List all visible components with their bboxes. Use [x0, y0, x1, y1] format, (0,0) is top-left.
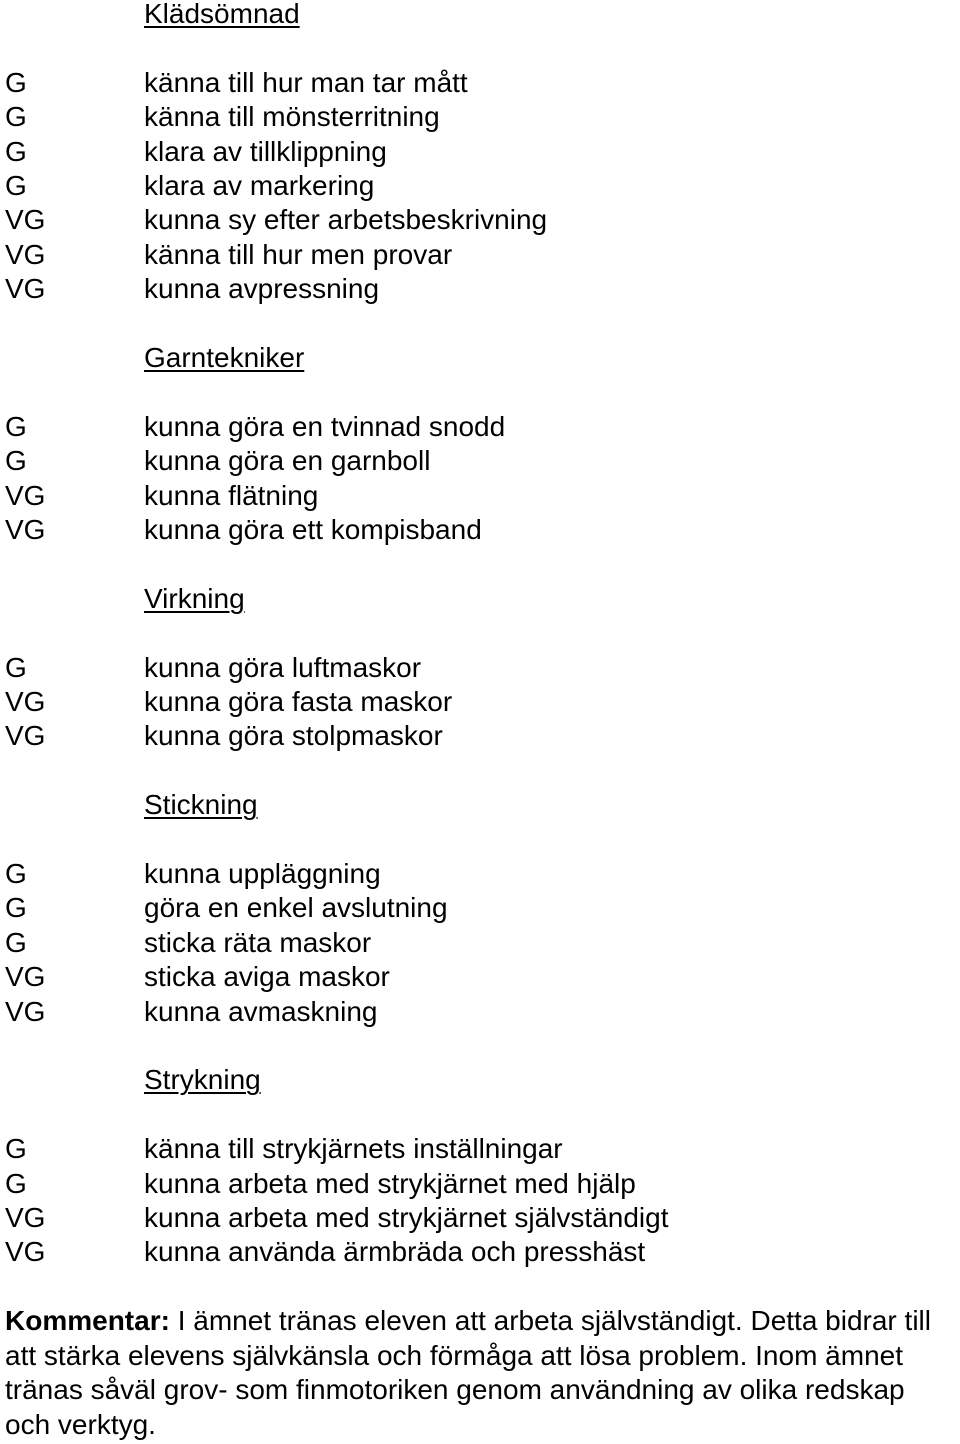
grade-label: VG [5, 961, 46, 993]
section-heading: Garntekniker [144, 342, 305, 374]
criterion-text: sticka räta maskor [144, 926, 372, 958]
grade-label: VG [5, 686, 46, 718]
criterion-text: kunna flätning [144, 479, 319, 511]
grade-label: G [5, 66, 27, 98]
criterion-text: klara av tillklippning [144, 135, 387, 167]
criterion-row [5, 1201, 955, 1235]
criterion-row [5, 100, 955, 134]
criterion-text: klara av markering [144, 170, 375, 202]
criteria-sections [5, 0, 955, 1270]
criterion-row [5, 1167, 955, 1201]
section-heading: Stickning [144, 789, 258, 821]
section-spacer [5, 616, 955, 650]
criterion-row [5, 135, 955, 169]
section-spacer [5, 375, 955, 409]
criterion-text: göra en enkel avslutning [144, 892, 448, 924]
criterion-text: kunna göra en garnboll [144, 445, 431, 477]
criterion-text: kunna arbeta med strykjärnet med hjälp [144, 1167, 636, 1199]
criterion-text: sticka aviga maskor [144, 961, 390, 993]
grade-label: VG [5, 204, 46, 236]
criterion-text: kunna göra luftmaskor [144, 651, 422, 683]
grade-label: VG [5, 1202, 46, 1234]
grade-label: G [5, 135, 27, 167]
criterion-text: kunna göra fasta maskor [144, 686, 453, 718]
section-spacer [5, 31, 955, 65]
criterion-text: kunna sy efter arbetsbeskrivning [144, 204, 548, 236]
criterion-row [5, 960, 955, 994]
criterion-row [5, 410, 955, 444]
comment-label: Kommentar: [5, 1305, 170, 1337]
criterion-row [5, 926, 955, 960]
criterion-row [5, 169, 955, 203]
criterion-row [5, 1235, 955, 1269]
grade-label: VG [5, 995, 46, 1027]
grade-label: G [5, 445, 27, 477]
criterion-text: känna till hur man tar mått [144, 66, 468, 98]
criterion-text: kunna använda ärmbräda och presshäst [144, 1236, 646, 1268]
comment-text: I ämnet tränas eleven att arbeta självständigt. Detta bidrar till att stärka elevens självkänsla och förmåga att lösa problem. Inom ämnet tränas såväl grov- som finmotoriken genom användning av olika redskap och verktyg. [5, 1305, 931, 1440]
section-spacer [5, 1029, 955, 1063]
criterion-text: känna till mönsterritning [144, 101, 440, 133]
section-spacer [5, 754, 955, 788]
criterion-text: känna till strykjärnets inställningar [144, 1133, 563, 1165]
criterion-row [5, 685, 955, 719]
grade-label: VG [5, 273, 46, 305]
grade-label: VG [5, 479, 46, 511]
grade-label: G [5, 1133, 27, 1165]
comment-paragraph [5, 1304, 955, 1442]
section-spacer [5, 547, 955, 581]
criterion-row [5, 719, 955, 753]
criterion-text: kunna arbeta med strykjärnet självständigt [144, 1202, 669, 1234]
grade-label: G [5, 892, 27, 924]
grade-label: G [5, 170, 27, 202]
grade-label: VG [5, 514, 46, 546]
section-heading: Klädsömnad [144, 0, 300, 29]
criterion-text: kunna uppläggning [144, 858, 381, 890]
criterion-row [5, 203, 955, 237]
criterion-text: kunna göra ett kompisband [144, 514, 482, 546]
grade-label: G [5, 858, 27, 890]
criterion-text: kunna avpressning [144, 273, 380, 305]
criterion-row [5, 891, 955, 925]
criterion-text: kunna göra stolpmaskor [144, 720, 443, 752]
grade-label: VG [5, 720, 46, 752]
criterion-row [5, 479, 955, 513]
grade-label: VG [5, 1236, 46, 1268]
grade-label: G [5, 101, 27, 133]
grade-label: G [5, 410, 27, 442]
criterion-row [5, 444, 955, 478]
section-heading: Virkning [144, 582, 245, 614]
criterion-row [5, 1132, 955, 1166]
criterion-row [5, 651, 955, 685]
criterion-row [5, 995, 955, 1029]
criterion-row [5, 857, 955, 891]
criterion-text: kunna göra en tvinnad snodd [144, 410, 506, 442]
section-spacer [5, 1098, 955, 1132]
criterion-text: kunna avmaskning [144, 995, 378, 1027]
section-spacer [5, 307, 955, 341]
document-body [5, 0, 955, 1442]
criterion-row [5, 513, 955, 547]
section-heading: Strykning [144, 1064, 261, 1096]
grade-label: G [5, 651, 27, 683]
section-spacer [5, 823, 955, 857]
grade-label: G [5, 926, 27, 958]
criterion-text: känna till hur men provar [144, 238, 453, 270]
grade-label: VG [5, 238, 46, 270]
criterion-row [5, 66, 955, 100]
criterion-row [5, 238, 955, 272]
grade-label: G [5, 1167, 27, 1199]
criterion-row [5, 272, 955, 306]
